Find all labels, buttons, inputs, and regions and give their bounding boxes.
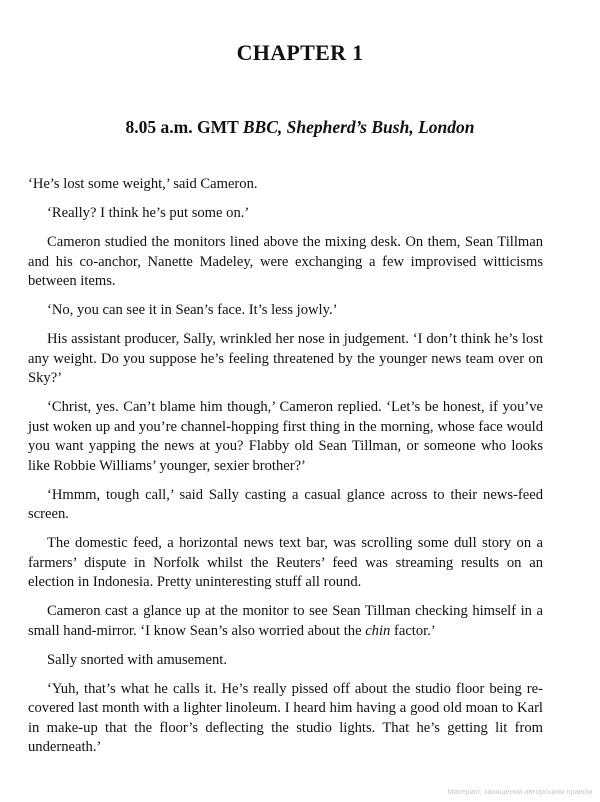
paragraph: ‘Hmmm, tough call,’ said Sally casting a casual glance across to their news-feed screen. (28, 486, 543, 522)
emphasized-word: chin (365, 622, 391, 639)
paragraph: His assistant producer, Sally, wrinkled her nose in judgement. ‘I don’t think he’s lost any weight. Do you suppose he’s feeling threatened by the younger news team over on Sky?’ (28, 331, 543, 386)
paragraph (28, 602, 543, 641)
chapter-title: CHAPTER 1 (236, 40, 364, 65)
paragraph: ‘Christ, yes. Can’t blame him though,’ Cameron replied. ‘Let’s be honest, if you’ve just woken up and you’re channel-hopping first thing in the morning, whose face would you want yapping the news at you? Flabby old Sean Tillman, or someone who looks like Robbie Williams’ younger, sexier brother?’ (28, 399, 543, 474)
paragraph-text: factor.’ (390, 622, 436, 639)
scene-heading (0, 117, 600, 138)
paragraph: ‘Yuh, that’s what he calls it. He’s really pissed off about the studio floor being re-covered last month with a lighter linoleum. I heard him having a good old moan to Karl in make-up that the floor’s deflecting the studio lights. That he’s getting lit from underneath.’ (28, 680, 543, 755)
paragraph: ‘Really? I think he’s put some on.’ (47, 205, 250, 221)
paragraph-text: Cameron cast a glance up at the monitor to see Sean Tillman checking himself in a small hand-mirror. ‘I know Sean’s also worried about the (28, 603, 543, 639)
copyright-watermark: Матеріал, захищений авторським правом (447, 787, 592, 796)
paragraph: The domestic feed, a horizontal news text bar, was scrolling some dull story on a farmers’ dispute in Norfolk whilst the Reuters’ feed was streaming results on an election in Indonesia. Pretty uninteresting stuff all round. (28, 535, 543, 590)
body-text (28, 175, 543, 767)
paragraph: ‘No, you can see it in Sean’s face. It’s less jowly.’ (47, 302, 338, 318)
paragraph: Cameron studied the monitors lined above the mixing desk. On them, Sean Tillman and his co-anchor, Nanette Madeley, were exchanging a few improvised witticisms between items. (28, 234, 543, 289)
paragraph: ‘He’s lost some weight,’ said Cameron. (28, 176, 258, 192)
paragraph: Sally snorted with amusement. (47, 651, 227, 668)
scene-place: BBC, Shepherd’s Bush, London (242, 117, 475, 137)
scene-time: 8.05 a.m. GMT (125, 117, 239, 137)
